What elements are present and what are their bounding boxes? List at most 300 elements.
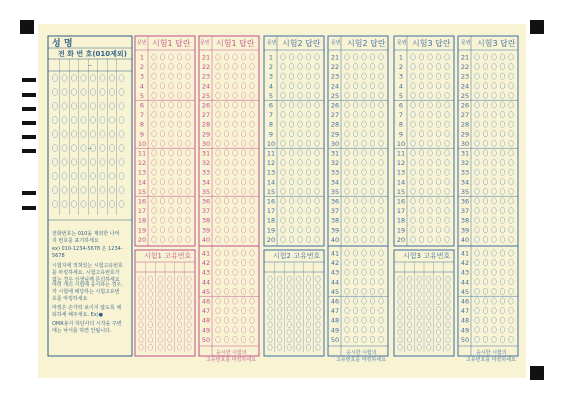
exam1-answer-bubble bbox=[216, 121, 221, 127]
exam2-answer-bubble bbox=[306, 159, 311, 165]
exam2-question-number: 26 bbox=[330, 101, 340, 110]
exam3-answer-bubble bbox=[509, 307, 514, 313]
exam3-answer-bubble bbox=[500, 150, 505, 156]
exam3-answer-bubble bbox=[411, 131, 416, 137]
phone-digit-bubble bbox=[62, 145, 67, 152]
exam1-answer-bubble bbox=[224, 83, 229, 89]
exam1-answer-bubble bbox=[250, 140, 255, 146]
exam3-answer-bubble bbox=[509, 102, 514, 108]
exam2-question-number: 11 bbox=[266, 149, 276, 158]
exam3-answer-bubble bbox=[492, 121, 497, 127]
exam3-question-number: 42 bbox=[460, 259, 470, 268]
exam2-answer-bubble bbox=[306, 150, 311, 156]
exam2-answer-bubble bbox=[289, 83, 294, 89]
exam3-answer-bubble bbox=[492, 336, 497, 342]
exam3-answer-bubble bbox=[509, 217, 514, 223]
exam1-id-bubble bbox=[187, 284, 191, 290]
exam3-answer-bubble bbox=[436, 150, 441, 156]
exam1-answer-bubble bbox=[250, 188, 255, 194]
exam3-answer-bubble bbox=[483, 259, 488, 265]
exam1-answer-bubble bbox=[160, 198, 165, 204]
phone-digit-bubble bbox=[81, 145, 86, 152]
exam2-answer-bubble bbox=[362, 169, 367, 175]
instruction-text: OMR용지 하단사의 시작을 주변에는 낙서를 하면 안됩니다. bbox=[52, 321, 122, 334]
exam2-answer-bubble bbox=[345, 279, 350, 285]
exam3-id-bubble bbox=[446, 322, 450, 328]
exam2-answer-bubble bbox=[370, 217, 375, 223]
exam2-answer-bubble bbox=[379, 288, 384, 294]
exam3-answer-bubble bbox=[436, 121, 441, 127]
exam2-answer-bubble bbox=[370, 288, 375, 294]
exam2-id-bubble bbox=[297, 314, 301, 320]
exam2-answer-bubble bbox=[345, 336, 350, 342]
phone-digit-bubble bbox=[52, 173, 57, 180]
exam2-answer-bubble bbox=[298, 73, 303, 79]
exam1-answer-bubble bbox=[169, 217, 174, 223]
exam1-answer-bubble bbox=[169, 63, 174, 69]
exam3-answer-bubble bbox=[445, 102, 450, 108]
exam3-answer-bubble bbox=[492, 63, 497, 69]
exam1-id-bubble bbox=[158, 276, 162, 282]
exam2-answer-bubble bbox=[345, 317, 350, 323]
exam1-answer-bubble bbox=[169, 207, 174, 213]
exam1-answer-bubble bbox=[169, 102, 174, 108]
exam3-answer-bubble bbox=[483, 83, 488, 89]
exam2-answer-bubble bbox=[379, 92, 384, 98]
exam1-answer-bubble bbox=[241, 336, 246, 342]
exam2-answer-bubble bbox=[353, 298, 358, 304]
exam3-id-bubble bbox=[398, 337, 402, 343]
exam1-answer-bubble bbox=[160, 217, 165, 223]
exam2-answer-bubble bbox=[362, 259, 367, 265]
exam1-answer-bubble bbox=[152, 236, 157, 242]
exam2-id-bubble bbox=[306, 299, 310, 305]
exam2-answer-bubble bbox=[298, 217, 303, 223]
exam3-answer-bubble bbox=[445, 83, 450, 89]
exam2-id-bubble bbox=[268, 306, 272, 312]
exam2-id-bubble bbox=[297, 337, 301, 343]
exam3-answer-bubble bbox=[419, 121, 424, 127]
exam3-answer-bubble bbox=[509, 131, 514, 137]
exam2-answer-bubble bbox=[315, 217, 320, 223]
exam1-answer-bubble bbox=[250, 159, 255, 165]
exam1-answer-bubble bbox=[233, 188, 238, 194]
exam1-answer-bubble bbox=[216, 207, 221, 213]
phone-digit-bubble bbox=[90, 187, 95, 194]
phone-digit-bubble bbox=[62, 173, 67, 180]
exam2-answer-bubble bbox=[306, 188, 311, 194]
exam2-id-title: 시험2 고유번호 bbox=[273, 252, 321, 260]
exam2-answer-bubble bbox=[281, 121, 286, 127]
exam1-answer-bubble bbox=[152, 121, 157, 127]
exam2-question-number: 41 bbox=[330, 249, 340, 258]
exam3-answer-bubble bbox=[483, 150, 488, 156]
exam1-answer-bubble bbox=[233, 207, 238, 213]
exam3-id-bubble bbox=[427, 322, 431, 328]
exam1-answer-bubble bbox=[224, 54, 229, 60]
exam2-answer-bubble bbox=[379, 227, 384, 233]
exam2-answer-bubble bbox=[281, 54, 286, 60]
exam3-answer-bubble bbox=[500, 73, 505, 79]
exam1-answer-bubble bbox=[241, 92, 246, 98]
exam2-answer-bubble bbox=[306, 92, 311, 98]
exam2-answer-bubble bbox=[281, 217, 286, 223]
exam2-answer-bubble bbox=[306, 83, 311, 89]
exam3-answer-bubble bbox=[509, 179, 514, 185]
exam1-answer-bubble bbox=[216, 198, 221, 204]
exam3-answer-bubble bbox=[509, 63, 514, 69]
exam2-answer-bubble bbox=[281, 227, 286, 233]
exam1-question-number: 47 bbox=[201, 307, 211, 316]
exam2-question-number: 27 bbox=[330, 111, 340, 120]
exam3-answer-bubble bbox=[436, 54, 441, 60]
exam3-question-number: 22 bbox=[460, 63, 470, 72]
exam2-answer-bubble bbox=[289, 207, 294, 213]
exam2-answer-bubble bbox=[298, 236, 303, 242]
exam2-answer-bubble bbox=[315, 83, 320, 89]
exam2-answer-bubble bbox=[362, 121, 367, 127]
exam3-answer-bubble bbox=[436, 179, 441, 185]
exam2-answer-bubble bbox=[379, 179, 384, 185]
exam2-question-number: 19 bbox=[266, 226, 276, 235]
exam2-qnum-header: 문번 bbox=[267, 40, 277, 46]
exam2-answer-bubble bbox=[315, 54, 320, 60]
exam1-answer-bubble bbox=[233, 198, 238, 204]
exam3-answer-bubble bbox=[445, 159, 450, 165]
exam3-question-number: 34 bbox=[460, 178, 470, 187]
phone-digit-bubble bbox=[52, 187, 57, 194]
exam1-answer-bubble bbox=[224, 188, 229, 194]
exam1-id-bubble bbox=[168, 306, 172, 312]
exam1-answer-bubble bbox=[250, 121, 255, 127]
exam3-answer-bubble bbox=[492, 327, 497, 333]
exam1-question-number: 29 bbox=[201, 130, 211, 139]
exam2-answer-bubble bbox=[353, 336, 358, 342]
exam1-id-bubble bbox=[148, 299, 152, 305]
phone-digit-bubble bbox=[100, 187, 105, 194]
exam2-answer-bubble bbox=[362, 217, 367, 223]
exam3-id-bubble bbox=[398, 276, 402, 282]
exam2-answer-bubble bbox=[306, 121, 311, 127]
exam3-answer-bubble bbox=[475, 179, 480, 185]
exam2-answer-bubble bbox=[345, 140, 350, 146]
exam2-answer-bubble bbox=[315, 159, 320, 165]
exam3-answer-bubble bbox=[428, 217, 433, 223]
exam3-answer-bubble bbox=[445, 63, 450, 69]
exam1-question-number: 45 bbox=[201, 287, 211, 296]
phone-digit-bubble bbox=[119, 187, 124, 194]
exam1-question-number: 5 bbox=[139, 91, 145, 100]
exam2-id-bubble bbox=[316, 322, 320, 328]
exam2-answer-bubble bbox=[306, 207, 311, 213]
exam2-answer-bubble bbox=[362, 250, 367, 256]
exam3-answer-bubble bbox=[500, 83, 505, 89]
exam3-answer-bubble bbox=[436, 217, 441, 223]
exam3-answer-bubble bbox=[483, 217, 488, 223]
exam1-answer-bubble bbox=[233, 288, 238, 294]
exam1-answer-bubble bbox=[177, 227, 182, 233]
exam1-answer-bubble bbox=[250, 317, 255, 323]
exam3-answer-bubble bbox=[492, 227, 497, 233]
exam3-answer-bubble bbox=[509, 207, 514, 213]
exam3-answer-bubble bbox=[492, 92, 497, 98]
exam2-answer-bubble bbox=[298, 63, 303, 69]
exam2-question-number: 8 bbox=[268, 120, 274, 129]
exam1-question-number: 38 bbox=[201, 216, 211, 225]
exam3-answer-bubble bbox=[411, 102, 416, 108]
exam2-id-bubble bbox=[297, 299, 301, 305]
exam2-question-number: 43 bbox=[330, 268, 340, 277]
exam2-question-number: 48 bbox=[330, 316, 340, 325]
exam3-answer-bubble bbox=[509, 279, 514, 285]
exam2-id-bubble bbox=[268, 314, 272, 320]
phone-digit-bubble bbox=[119, 173, 124, 180]
exam1-question-number: 11 bbox=[137, 149, 147, 158]
exam1-answer-bubble bbox=[250, 179, 255, 185]
phone-digit-bubble bbox=[100, 75, 105, 82]
exam2-answer-bubble bbox=[345, 54, 350, 60]
exam1-id-bubble bbox=[139, 284, 143, 290]
exam2-id-bubble bbox=[306, 291, 310, 297]
exam3-answer-bubble bbox=[428, 236, 433, 242]
exam2-answer-bubble bbox=[379, 63, 384, 69]
exam2-answer-bubble bbox=[379, 236, 384, 242]
exam3-answer-bubble bbox=[509, 298, 514, 304]
exam3-answer-bubble bbox=[492, 179, 497, 185]
exam2-answer-bubble bbox=[306, 102, 311, 108]
exam2-answer-bubble bbox=[379, 131, 384, 137]
exam1-question-number: 48 bbox=[201, 316, 211, 325]
exam1-answer-title: 시험1 답란 bbox=[216, 39, 255, 48]
exam1-id-bubble bbox=[139, 291, 143, 297]
exam3-answer-bubble bbox=[475, 188, 480, 194]
phone-digit-bubble bbox=[119, 159, 124, 166]
exam3-id-bubble bbox=[417, 337, 421, 343]
exam2-answer-bubble bbox=[362, 159, 367, 165]
exam2-answer-bubble bbox=[379, 102, 384, 108]
exam2-answer-bubble bbox=[345, 179, 350, 185]
exam3-answer-bubble bbox=[492, 307, 497, 313]
exam3-id-title: 시험3 고유번호 bbox=[403, 252, 451, 260]
exam1-answer-bubble bbox=[177, 111, 182, 117]
exam3-id-bubble bbox=[427, 291, 431, 297]
exam3-question-number: 20 bbox=[396, 235, 406, 244]
exam3-answer-bubble bbox=[483, 207, 488, 213]
exam1-answer-bubble bbox=[160, 111, 165, 117]
exam3-answer-bubble bbox=[492, 73, 497, 79]
exam2-answer-bubble bbox=[353, 102, 358, 108]
exam1-answer-bubble bbox=[216, 140, 221, 146]
exam1-question-number: 26 bbox=[201, 101, 211, 110]
exam3-answer-bubble bbox=[483, 336, 488, 342]
exam3-answer-bubble bbox=[445, 54, 450, 60]
exam1-answer-bubble bbox=[177, 207, 182, 213]
exam2-answer-bubble bbox=[379, 83, 384, 89]
exam2-answer-bubble bbox=[345, 227, 350, 233]
exam2-question-number: 1 bbox=[268, 53, 274, 62]
exam2-answer-bubble bbox=[306, 179, 311, 185]
exam2-answer-bubble bbox=[281, 63, 286, 69]
exam2-answer-bubble bbox=[345, 217, 350, 223]
exam3-question-number: 15 bbox=[396, 187, 406, 196]
exam3-answer-bubble bbox=[483, 279, 488, 285]
exam1-answer-bubble bbox=[241, 83, 246, 89]
exam1-question-number: 14 bbox=[137, 178, 147, 187]
exam2-answer-bubble bbox=[281, 140, 286, 146]
instruction-text: 여러 개의 시험에 응시하는 경우, 각 시험에 해당하는 시험고유번호를 마킹하세요 bbox=[52, 282, 123, 302]
exam2-answer-bubble bbox=[379, 54, 384, 60]
exam1-answer-title: 시험1 답란 bbox=[152, 39, 191, 48]
exam1-answer-bubble bbox=[186, 131, 191, 137]
exam1-answer-bubble bbox=[216, 54, 221, 60]
exam1-answer-bubble bbox=[233, 140, 238, 146]
exam3-answer-bubble bbox=[419, 169, 424, 175]
exam1-answer-bubble bbox=[152, 179, 157, 185]
exam2-answer-bubble bbox=[298, 150, 303, 156]
exam1-answer-bubble bbox=[233, 83, 238, 89]
exam2-answer-bubble bbox=[315, 121, 320, 127]
exam3-question-number: 29 bbox=[460, 130, 470, 139]
exam2-answer-bubble bbox=[379, 336, 384, 342]
exam2-answer-bubble bbox=[353, 307, 358, 313]
exam3-answer-bubble bbox=[411, 217, 416, 223]
exam3-answer-bubble bbox=[419, 179, 424, 185]
exam3-answer-bubble bbox=[419, 236, 424, 242]
exam1-answer-bubble bbox=[250, 307, 255, 313]
exam2-question-number: 32 bbox=[330, 159, 340, 168]
exam2-answer-bubble bbox=[370, 327, 375, 333]
exam1-id-bubble bbox=[148, 306, 152, 312]
exam2-answer-bubble bbox=[362, 336, 367, 342]
exam3-answer-bubble bbox=[500, 217, 505, 223]
exam3-question-number: 25 bbox=[460, 91, 470, 100]
exam1-answer-bubble bbox=[241, 207, 246, 213]
exam2-question-number: 50 bbox=[330, 335, 340, 344]
exam1-answer-bubble bbox=[224, 63, 229, 69]
exam1-answer-bubble bbox=[250, 250, 255, 256]
exam1-answer-bubble bbox=[216, 317, 221, 323]
exam1-answer-bubble bbox=[177, 54, 182, 60]
exam1-answer-bubble bbox=[186, 102, 191, 108]
phone-digit-bubble bbox=[90, 89, 95, 96]
exam3-answer-bubble bbox=[436, 140, 441, 146]
exam1-question-number: 9 bbox=[139, 130, 145, 139]
exam2-answer-bubble bbox=[362, 227, 367, 233]
exam1-answer-bubble bbox=[216, 279, 221, 285]
exam2-answer-bubble bbox=[281, 159, 286, 165]
exam2-id-bubble bbox=[316, 276, 320, 282]
exam1-id-bubble bbox=[148, 276, 152, 282]
exam2-answer-bubble bbox=[362, 207, 367, 213]
exam2-answer-bubble bbox=[362, 179, 367, 185]
exam1-answer-bubble bbox=[224, 102, 229, 108]
exam3-question-number: 32 bbox=[460, 159, 470, 168]
exam3-id-bubble bbox=[417, 291, 421, 297]
exam1-id-bubble bbox=[187, 306, 191, 312]
exam1-id-bubble bbox=[168, 329, 172, 335]
exam1-answer-bubble bbox=[152, 131, 157, 137]
phone-digit-bubble bbox=[90, 103, 95, 110]
exam1-answer-bubble bbox=[186, 207, 191, 213]
phone-digit-bubble bbox=[119, 75, 124, 82]
exam1-answer-bubble bbox=[186, 236, 191, 242]
exam1-question-number: 22 bbox=[201, 63, 211, 72]
exam1-answer-bubble bbox=[224, 307, 229, 313]
exam3-question-number: 18 bbox=[396, 216, 406, 225]
phone-digit-bubble bbox=[109, 131, 114, 138]
exam2-id-bubble bbox=[277, 299, 281, 305]
exam2-id-bubble bbox=[268, 299, 272, 305]
exam2-answer-bubble bbox=[289, 111, 294, 117]
exam1-answer-bubble bbox=[233, 279, 238, 285]
exam1-answer-bubble bbox=[241, 111, 246, 117]
exam2-answer-bubble bbox=[362, 92, 367, 98]
exam3-answer-bubble bbox=[436, 207, 441, 213]
exam2-answer-bubble bbox=[298, 227, 303, 233]
exam2-answer-bubble bbox=[353, 250, 358, 256]
exam2-answer-bubble bbox=[345, 327, 350, 333]
exam1-answer-bubble bbox=[169, 198, 174, 204]
exam2-answer-bubble bbox=[306, 169, 311, 175]
exam2-answer-bubble bbox=[362, 111, 367, 117]
exam2-answer-bubble bbox=[362, 198, 367, 204]
exam2-answer-bubble bbox=[298, 188, 303, 194]
exam2-answer-bubble bbox=[370, 250, 375, 256]
exam3-answer-bubble bbox=[492, 140, 497, 146]
exam2-question-number: 30 bbox=[330, 139, 340, 148]
exam3-answer-bubble bbox=[436, 131, 441, 137]
exam2-answer-bubble bbox=[362, 236, 367, 242]
exam1-answer-bubble bbox=[177, 159, 182, 165]
exam1-id-bubble bbox=[139, 299, 143, 305]
exam3-answer-bubble bbox=[500, 111, 505, 117]
phone-digit-bubble bbox=[119, 103, 124, 110]
exam1-answer-bubble bbox=[169, 111, 174, 117]
exam2-answer-bubble bbox=[289, 150, 294, 156]
exam2-answer-bubble bbox=[370, 140, 375, 146]
phone-digit-bubble bbox=[100, 173, 105, 180]
exam2-question-number: 4 bbox=[268, 82, 274, 91]
exam3-answer-bubble bbox=[411, 92, 416, 98]
exam2-answer-bubble bbox=[353, 198, 358, 204]
exam3-id-bubble bbox=[417, 299, 421, 305]
exam1-answer-bubble bbox=[186, 198, 191, 204]
exam3-answer-bubble bbox=[419, 63, 424, 69]
exam2-answer-bubble bbox=[353, 217, 358, 223]
exam2-answer-bubble bbox=[353, 150, 358, 156]
exam2-answer-bubble bbox=[345, 259, 350, 265]
exam2-question-number: 18 bbox=[266, 216, 276, 225]
exam3-answer-bubble bbox=[500, 102, 505, 108]
exam1-answer-bubble bbox=[216, 259, 221, 265]
exam3-id-bubble bbox=[436, 284, 440, 290]
exam2-answer-bubble bbox=[370, 279, 375, 285]
exam3-id-bubble bbox=[407, 276, 411, 282]
exam1-answer-bubble bbox=[233, 336, 238, 342]
phone-digit-bubble bbox=[109, 89, 114, 96]
exam3-id-bubble bbox=[398, 284, 402, 290]
phone-digit-bubble bbox=[71, 89, 76, 96]
exam3-answer-bubble bbox=[500, 54, 505, 60]
exam1-id-title: 시험1 고유번호 bbox=[144, 252, 192, 260]
exam2-id-bubble bbox=[316, 329, 320, 335]
phone-digit-bubble bbox=[100, 201, 105, 208]
exam3-answer-bubble bbox=[411, 83, 416, 89]
exam2-answer-bubble bbox=[315, 150, 320, 156]
exam1-id-bubble bbox=[187, 322, 191, 328]
exam1-answer-bubble bbox=[186, 227, 191, 233]
exam2-answer-bubble bbox=[362, 188, 367, 194]
